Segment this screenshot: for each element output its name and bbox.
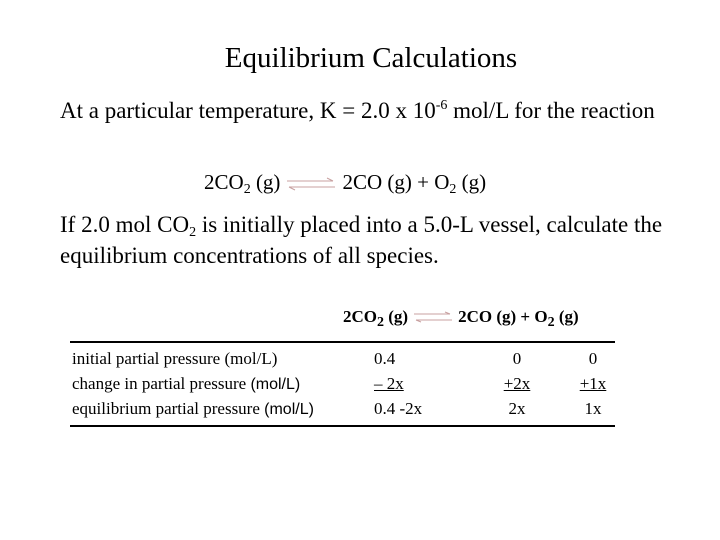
cell-co: 2x bbox=[508, 398, 526, 418]
cell-co2: 0.4 -2x bbox=[374, 398, 423, 418]
row-label-main: initial partial pressure bbox=[72, 348, 225, 368]
problem-subscript: 2 bbox=[189, 225, 197, 240]
row-label bbox=[72, 346, 374, 371]
row-label-unit: (mol/L) bbox=[224, 348, 278, 368]
cell-co: 0 bbox=[512, 348, 522, 368]
cell-o2: 1x bbox=[584, 398, 602, 418]
table-bottom-rule bbox=[70, 425, 615, 427]
equilibrium-arrow-icon bbox=[285, 172, 337, 197]
row-label-unit: (mol/L) bbox=[264, 400, 314, 418]
intro-paragraph bbox=[60, 95, 680, 126]
ice-product-text: 2CO (g) + O bbox=[458, 307, 548, 326]
reaction-equation bbox=[204, 170, 486, 197]
table-row bbox=[72, 396, 619, 421]
reactant-prefix: 2CO bbox=[204, 170, 244, 194]
problem-text-after: is initially placed into a 5.0-L vessel, calculate the equilibrium concentrations of all species. bbox=[60, 212, 663, 268]
ice-table bbox=[72, 346, 619, 421]
row-label bbox=[72, 396, 374, 421]
reactant-subscript: 2 bbox=[243, 182, 251, 197]
ice-reactant-prefix: 2CO bbox=[343, 307, 377, 326]
ice-table-header-equation bbox=[343, 307, 579, 328]
reactant-state: (g) bbox=[255, 170, 281, 194]
table-row bbox=[72, 346, 619, 371]
problem-text-before: If 2.0 mol CO bbox=[60, 212, 190, 237]
cell-o2: 0 bbox=[588, 348, 598, 368]
row-label-unit: (mol/L) bbox=[250, 375, 301, 393]
cell-co2: 0.4 bbox=[374, 348, 396, 368]
intro-exponent: -6 bbox=[435, 98, 448, 113]
problem-paragraph bbox=[60, 209, 680, 271]
row-label bbox=[72, 371, 374, 396]
page-title: Equilibrium Calculations bbox=[224, 42, 518, 74]
product-subscript: 2 bbox=[449, 182, 457, 197]
table-row bbox=[72, 371, 619, 396]
cell-co: +2x bbox=[503, 373, 531, 393]
row-label-main: change in partial pressure bbox=[72, 373, 251, 393]
product-state: (g) bbox=[461, 170, 487, 194]
row-label-main: equilibrium partial pressure bbox=[72, 398, 265, 418]
product-text: 2CO (g) + O bbox=[342, 170, 450, 194]
intro-text-before: At a particular temperature, K = 2.0 x 10 bbox=[60, 98, 436, 123]
cell-o2: +1x bbox=[579, 373, 607, 393]
intro-text-after: mol/L for the reaction bbox=[447, 98, 655, 123]
ice-product-state: (g) bbox=[558, 307, 579, 326]
ice-reactant-state: (g) bbox=[388, 307, 409, 326]
equilibrium-arrow-icon bbox=[412, 308, 454, 328]
ice-product-subscript: 2 bbox=[547, 315, 555, 330]
table-top-rule bbox=[70, 341, 615, 343]
cell-co2: – 2x bbox=[374, 373, 404, 393]
ice-reactant-subscript: 2 bbox=[377, 315, 384, 330]
